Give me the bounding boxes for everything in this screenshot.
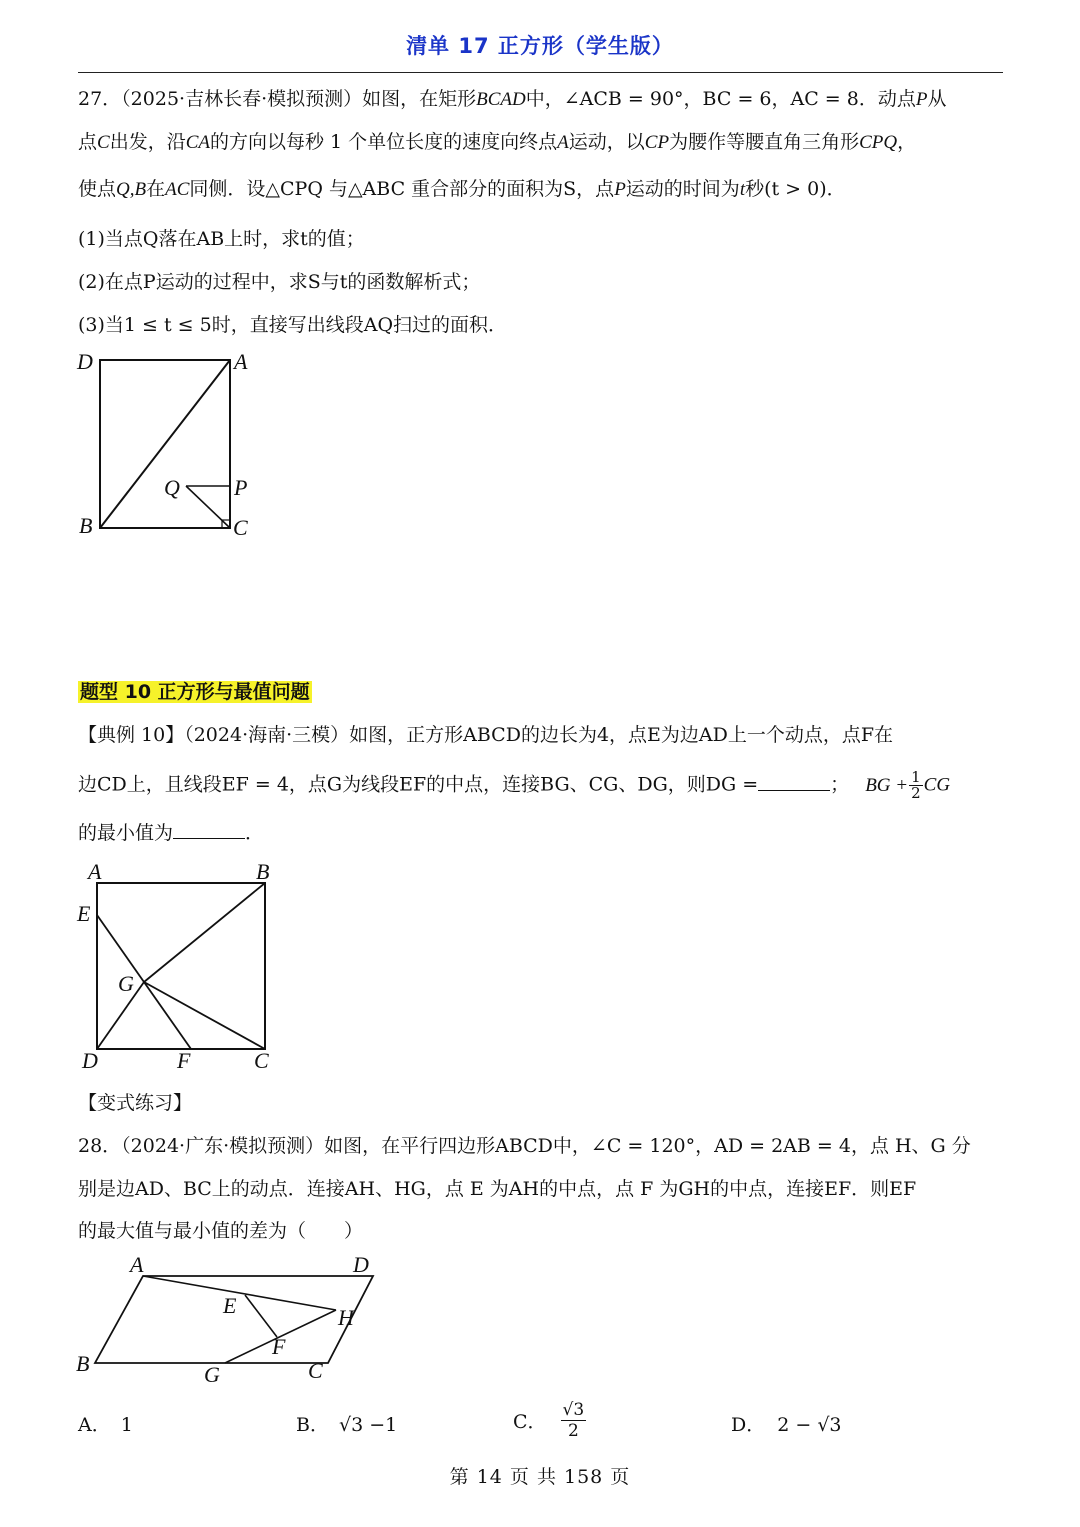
page-number: 第 14 页 共 158 页 bbox=[449, 1466, 631, 1488]
label-a: A bbox=[88, 859, 102, 884]
option-b[interactable] bbox=[296, 1410, 397, 1437]
label-d: D bbox=[77, 349, 93, 374]
segment-ah bbox=[143, 1276, 336, 1310]
example-math: CG bbox=[923, 774, 951, 796]
label-a: A bbox=[130, 1252, 144, 1277]
label-c: C bbox=[254, 1048, 269, 1073]
option-b-value: √3 −1 bbox=[338, 1414, 398, 1436]
q28-line-3: 的最大值与最小值的差为（ ） bbox=[78, 1220, 364, 1242]
label-e: E bbox=[77, 901, 91, 926]
label-g: G bbox=[118, 971, 134, 996]
q27-math: BCAD bbox=[476, 89, 526, 110]
q27-math: CP bbox=[644, 132, 670, 153]
example-line-2 bbox=[78, 770, 950, 801]
example-figure bbox=[70, 855, 290, 1080]
q27-sub-3: (3)当1 ≤ t ≤ 5时，直接写出线段AQ扫过的面积． bbox=[78, 314, 508, 336]
example-math: BG + bbox=[865, 774, 909, 796]
q27-text: 同侧．设△CPQ 与△ABC 重合部分的面积为S，点 bbox=[189, 178, 615, 200]
q27-math: CPQ bbox=[859, 132, 898, 153]
q27-sub-2: (2)在点P运动的过程中，求S与t的函数解析式； bbox=[78, 271, 481, 293]
q27-text: 使点 bbox=[78, 178, 117, 200]
q27-text: 中，∠ACB = 90°，BC = 6，AC = 8．动点 bbox=[525, 88, 916, 110]
segment-gc bbox=[144, 982, 265, 1049]
q27-text: 的方向以每秒 1 个单位长度的速度向终点 bbox=[210, 131, 558, 153]
q27-text: 为腰作等腰直角三角形 bbox=[669, 131, 860, 153]
label-f: F bbox=[177, 1048, 191, 1073]
practice-heading: 【变式练习】 bbox=[78, 1092, 193, 1114]
q27-math: P bbox=[915, 89, 928, 110]
segment-ef bbox=[245, 1295, 277, 1337]
q27-text: 从 bbox=[927, 88, 947, 110]
q27-text: 在 bbox=[146, 178, 166, 200]
answer-blank-2[interactable] bbox=[173, 820, 245, 839]
example-text: ； bbox=[830, 773, 850, 796]
q27-text: 出发，沿 bbox=[109, 131, 186, 153]
label-d: D bbox=[82, 1048, 98, 1073]
segment-gb bbox=[144, 883, 265, 982]
label-b: B bbox=[79, 513, 93, 538]
option-d[interactable] bbox=[731, 1410, 842, 1437]
option-c[interactable] bbox=[513, 1400, 587, 1441]
q27-text: 点 bbox=[78, 131, 98, 153]
example-text: ． bbox=[245, 822, 265, 844]
q27-math: A bbox=[557, 132, 569, 153]
example-line-1: 【典例 10】（2024·海南·三模）如图，正方形ABCD的边长为4，点E为边AD上一个动点，点F在 bbox=[78, 724, 894, 746]
diagonal-ba bbox=[100, 360, 230, 528]
q28-figure bbox=[70, 1250, 390, 1390]
q27-math: P bbox=[614, 179, 626, 200]
q27-math: C bbox=[97, 132, 110, 153]
q27-text: 27．（2025·吉林长春·模拟预测）如图，在矩形 bbox=[78, 88, 477, 110]
label-c: C bbox=[308, 1358, 323, 1383]
q27-math: AC bbox=[165, 179, 190, 200]
q27-line-3 bbox=[78, 176, 846, 203]
half-fraction bbox=[909, 770, 923, 801]
label-h: H bbox=[338, 1305, 354, 1330]
fraction-denominator: 2 bbox=[911, 784, 921, 802]
q27-figure bbox=[70, 345, 270, 545]
label-f: F bbox=[272, 1334, 286, 1359]
q27-math: Q,B bbox=[116, 179, 147, 200]
square-abcd bbox=[97, 883, 265, 1049]
q27-math: t bbox=[739, 179, 746, 200]
option-c-letter: C． bbox=[513, 1411, 547, 1433]
q27-text: 运动，以 bbox=[568, 131, 645, 153]
option-a-letter: A． bbox=[78, 1414, 111, 1436]
q27-line-2 bbox=[78, 129, 916, 156]
label-e: E bbox=[223, 1293, 237, 1318]
label-q: Q bbox=[164, 475, 180, 500]
option-c-fraction bbox=[561, 1400, 587, 1441]
fraction-numerator: 1 bbox=[911, 768, 921, 786]
option-d-letter: D． bbox=[731, 1414, 766, 1436]
section-heading bbox=[78, 679, 312, 705]
q27-math: CA bbox=[185, 132, 210, 153]
header-divider bbox=[78, 72, 1003, 73]
example-text: 的最小值为 bbox=[78, 822, 174, 844]
q28-line-2: 别是边AD、BC上的动点．连接AH、HG，点 E 为AH的中点，点 F 为GH的中点，连接EF．则EF bbox=[78, 1178, 917, 1200]
option-a-value: 1 bbox=[120, 1414, 133, 1436]
option-c-denominator: 2 bbox=[567, 1421, 579, 1441]
q27-text: 秒(t > 0)． bbox=[745, 178, 846, 200]
label-g: G bbox=[204, 1362, 220, 1387]
segment-qc bbox=[186, 486, 230, 528]
label-a: A bbox=[234, 349, 248, 374]
q27-text: 运动的时间为 bbox=[625, 178, 740, 200]
option-b-letter: B． bbox=[296, 1414, 329, 1436]
answer-blank-1[interactable] bbox=[758, 772, 830, 791]
label-p: P bbox=[234, 475, 248, 500]
label-c: C bbox=[233, 515, 248, 540]
option-d-value: 2 − √3 bbox=[777, 1414, 842, 1436]
option-c-numerator: √3 bbox=[562, 1400, 585, 1420]
option-a[interactable] bbox=[78, 1410, 133, 1437]
q27-sub-1: (1)当点Q落在AB上时，求t的值； bbox=[78, 228, 365, 250]
type10-heading: 题型 10 正方形与最值问题 bbox=[80, 681, 310, 703]
label-b: B bbox=[256, 859, 270, 884]
label-b: B bbox=[76, 1351, 90, 1376]
q27-line-1 bbox=[78, 86, 946, 113]
q28-line-1: 28．（2024·广东·模拟预测）如图，在平行四边形ABCD中，∠C = 120°，AD = 2AB = 4，点 H、G 分 bbox=[78, 1135, 971, 1157]
label-d: D bbox=[353, 1252, 369, 1277]
example-text: 边CD上，且线段EF = 4，点G为线段EF的中点，连接BG、CG、DG，则DG = bbox=[78, 773, 759, 796]
example-line-3 bbox=[78, 820, 264, 846]
q27-text: ， bbox=[897, 131, 917, 153]
page-title: 清单 17 正方形（学生版） bbox=[406, 34, 674, 58]
parallelogram-abcd bbox=[95, 1276, 373, 1363]
